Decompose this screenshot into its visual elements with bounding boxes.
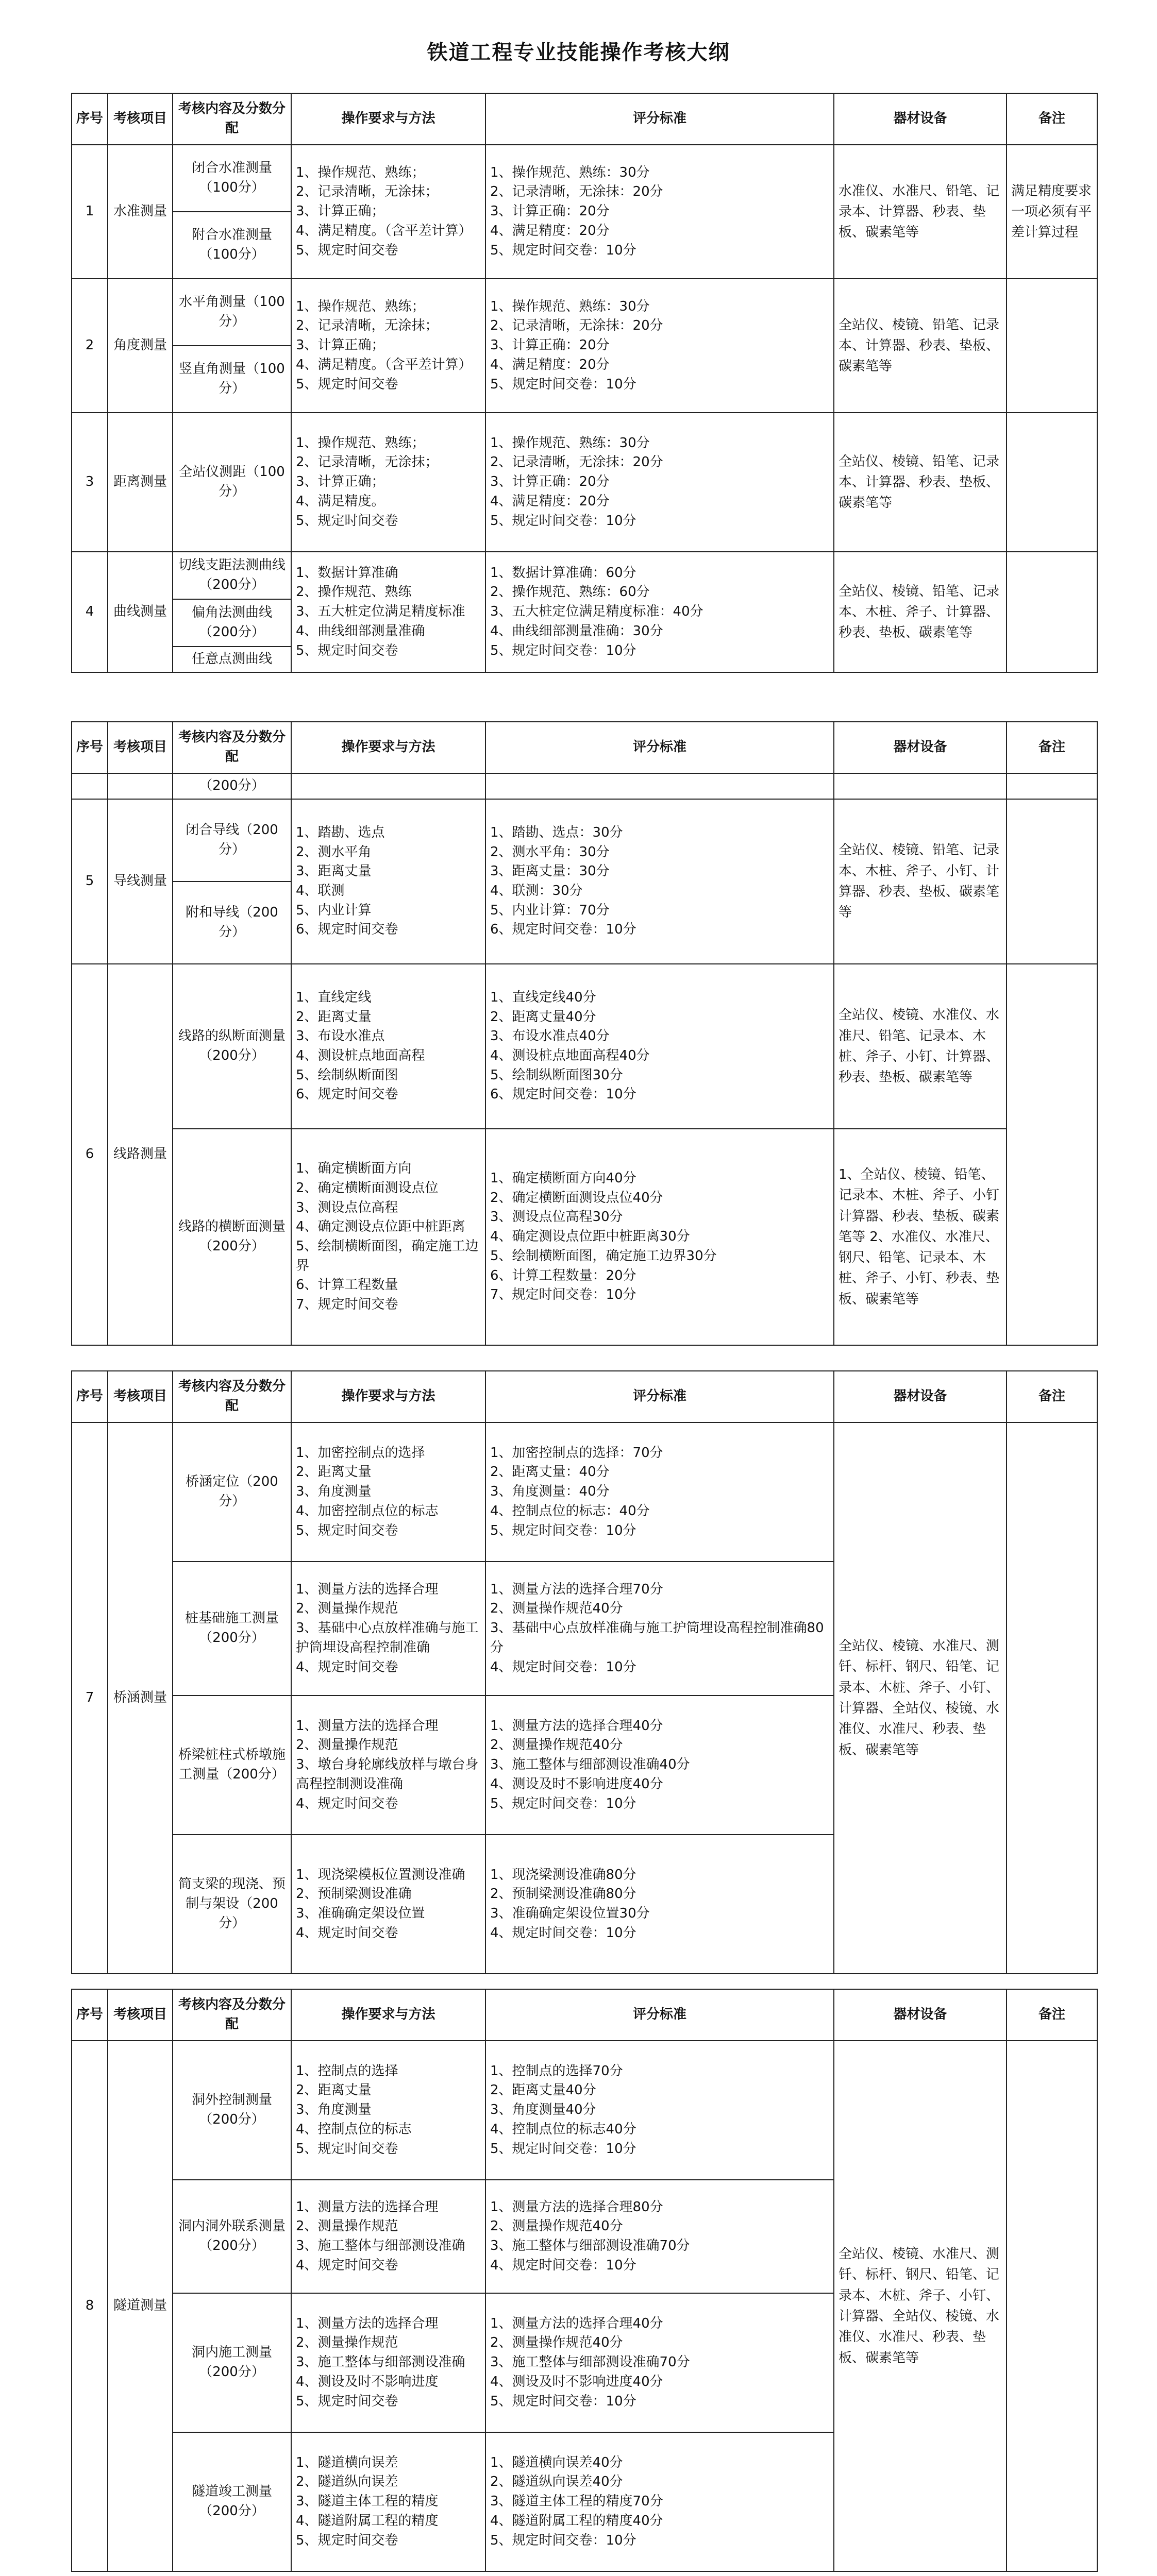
req-cell: 1、踏勘、选点 2、测水平角 3、距离丈量 4、联测 5、内业计算 6、规定时间交卷 — [291, 799, 485, 964]
header-seq: 序号 — [72, 1989, 108, 2041]
header-content: 考核内容及分数分配 — [173, 722, 291, 773]
equip-cell: 水准仪、水准尺、铅笔、记录本、计算器、秒表、垫板、碳素笔等 — [834, 145, 1007, 279]
note-cell — [1007, 552, 1097, 672]
header-equip: 器材设备 — [834, 1371, 1007, 1422]
item-cell: 桥涵测量 — [108, 1422, 173, 1974]
seq-cell: 7 — [72, 1422, 108, 1974]
table-header-row — [72, 1989, 1097, 2041]
note-cell — [1007, 413, 1097, 552]
score-cell: 1、确定横断面方向40分 2、确定横断面测设点位40分 3、测设点位高程30分 4、确定测设点位距中桩距离30分 5、绘制横断面图，确定施工边界30分 6、计算工程数量：20分 7、规定时间交卷：10分 — [485, 1129, 834, 1345]
table-row — [72, 1129, 1097, 1345]
equip-cell: 全站仪、棱镜、水准尺、测钎、标杆、钢尺、铅笔、记录本、木桩、斧子、小钉、计算器、全站仪、棱镜、水准仪、水准尺、秒表、垫板、碳素笔等 — [834, 1422, 1007, 1974]
table-row — [72, 552, 1097, 599]
table-row — [72, 2041, 1097, 2180]
content-cell: 洞内施工测量（200分） — [173, 2293, 291, 2432]
equip-cell: 1、全站仪、棱镜、铅笔、记录本、木桩、斧子、小钉计算器、秒表、垫板、碳素笔等 2、水准仪、水准尺、钢尺、铅笔、记录本、木桩、斧子、小钉、秒表、垫板、碳素笔等 — [834, 1129, 1007, 1345]
req-cell: 1、现浇梁模板位置测设准确 2、预制梁测设准确 3、准确确定架设位置 4、规定时间交卷 — [291, 1835, 485, 1974]
content-cell: 洞内洞外联系测量（200分） — [173, 2180, 291, 2293]
header-item: 考核项目 — [108, 93, 173, 145]
req-cell: 1、确定横断面方向 2、确定横断面测设点位 3、测设点位高程 4、确定测设点位距中桩距离 5、绘制横断面图，确定施工边界 6、计算工程数量 7、规定时间交卷 — [291, 1129, 485, 1345]
item-cell: 水准测量 — [108, 145, 173, 279]
seq-cell: 2 — [72, 279, 108, 413]
score-cell: 1、现浇梁测设准确80分 2、预制梁测设准确80分 3、准确确定架设位置30分 4、规定时间交卷：10分 — [485, 1835, 834, 1974]
score-cell: 1、隧道横向误差40分 2、隧道纵向误差40分 3、隧道主体工程的精度70分 4、隧道附属工程的精度40分 5、规定时间交卷：10分 — [485, 2432, 834, 2571]
item-cell: 隧道测量 — [108, 2041, 173, 2571]
content-cell: 桩基础施工测量（200分） — [173, 1562, 291, 1696]
equip-cell: 全站仪、棱镜、铅笔、记录本、木桩、斧子、小钉、计算器、秒表、垫板、碳素笔等 — [834, 799, 1007, 964]
content-cell: 桥梁桩柱式桥墩施工测量（200分） — [173, 1696, 291, 1835]
req-cell: 1、隧道横向误差 2、隧道纵向误差 3、隧道主体工程的精度 4、隧道附属工程的精度 5、规定时间交卷 — [291, 2432, 485, 2571]
content-cell: 竖直角测量（100分） — [173, 346, 291, 413]
header-note: 备注 — [1007, 1989, 1097, 2041]
table-row — [72, 279, 1097, 346]
req-cell: 1、控制点的选择 2、距离丈量 3、角度测量 4、控制点位的标志 5、规定时间交卷 — [291, 2041, 485, 2180]
req-cell: 1、直线定线 2、距离丈量 3、布设水准点 4、测设桩点地面高程 5、绘制纵断面图 6、规定时间交卷 — [291, 964, 485, 1129]
content-cell: 全站仪测距（100分） — [173, 413, 291, 552]
note-cell — [1007, 279, 1097, 413]
note-cell — [1007, 2041, 1097, 2571]
header-equip: 器材设备 — [834, 722, 1007, 773]
note-cell — [1007, 799, 1097, 964]
header-seq: 序号 — [72, 93, 108, 145]
content-cell: 闭合水准测量（100分） — [173, 145, 291, 212]
score-cell: 1、控制点的选择70分 2、距离丈量40分 3、角度测量40分 4、控制点位的标志40分 5、规定时间交卷：10分 — [485, 2041, 834, 2180]
score-cell: 1、踏勘、选点：30分 2、测水平角：30分 3、距离丈量：30分 4、联测：30分 5、内业计算：70分 6、规定时间交卷：10分 — [485, 799, 834, 964]
table-header-row — [72, 93, 1097, 145]
seq-cell: 6 — [72, 964, 108, 1345]
header-content: 考核内容及分数分配 — [173, 1989, 291, 2041]
note-cell — [1007, 964, 1097, 1345]
header-note: 备注 — [1007, 93, 1097, 145]
header-equip: 器材设备 — [834, 1989, 1007, 2041]
content-cell: 切线支距法测曲线（200分） — [173, 552, 291, 599]
content-cell: 简支梁的现浇、预制与架设（200分） — [173, 1835, 291, 1974]
header-score: 评分标准 — [485, 1989, 834, 2041]
header-item: 考核项目 — [108, 722, 173, 773]
content-cell: 水平角测量（100分） — [173, 279, 291, 346]
seq-cell: 1 — [72, 145, 108, 279]
header-score: 评分标准 — [485, 93, 834, 145]
header-req: 操作要求与方法 — [291, 1989, 485, 2041]
score-cell: 1、测量方法的选择合理40分 2、测量操作规范40分 3、施工整体与细部测设准确70分 4、测设及时不影响进度40分 5、规定时间交卷：10分 — [485, 2293, 834, 2432]
table-row — [72, 145, 1097, 212]
content-cell: （200分） — [173, 773, 291, 799]
header-item: 考核项目 — [108, 1371, 173, 1422]
score-cell: 1、操作规范、熟练：30分 2、记录清晰，无涂抹：20分 3、计算正确：20分 4、满足精度：20分 5、规定时间交卷：10分 — [485, 413, 834, 552]
req-cell: 1、测量方法的选择合理 2、测量操作规范 3、施工整体与细部测设准确 4、测设及时不影响进度 5、规定时间交卷 — [291, 2293, 485, 2432]
equip-cell: 全站仪、棱镜、水准仪、水准尺、铅笔、记录本、木桩、斧子、小钉、计算器、秒表、垫板、碳素笔等 — [834, 964, 1007, 1129]
req-cell: 1、加密控制点的选择 2、距离丈量 3、角度测量 4、加密控制点位的标志 5、规定时间交卷 — [291, 1422, 485, 1562]
table-header-row — [72, 1371, 1097, 1422]
assessment-table-4 — [71, 1989, 1098, 2572]
assessment-table-1 — [71, 93, 1098, 673]
content-cell: 任意点测曲线 — [173, 647, 291, 672]
table-header-row — [72, 722, 1097, 773]
item-cell: 曲线测量 — [108, 552, 173, 672]
note-cell: 满足精度要求一项必须有平差计算过程 — [1007, 145, 1097, 279]
note-cell — [1007, 1422, 1097, 1974]
header-req: 操作要求与方法 — [291, 93, 485, 145]
req-cell: 1、测量方法的选择合理 2、测量操作规范 3、墩台身轮廓线放样与墩台身高程控制测设准确 4、规定时间交卷 — [291, 1696, 485, 1835]
req-cell: 1、测量方法的选择合理 2、测量操作规范 3、基础中心点放样准确与施工护筒埋设高程控制准确 4、规定时间交卷 — [291, 1562, 485, 1696]
seq-cell: 4 — [72, 552, 108, 672]
header-score: 评分标准 — [485, 1371, 834, 1422]
score-cell: 1、操作规范、熟练：30分 2、记录清晰，无涂抹：20分 3、计算正确：20分 4、满足精度：20分 5、规定时间交卷：10分 — [485, 145, 834, 279]
table-row — [72, 799, 1097, 882]
header-seq: 序号 — [72, 1371, 108, 1422]
item-cell: 线路测量 — [108, 964, 173, 1345]
score-cell: 1、测量方法的选择合理80分 2、测量操作规范40分 3、施工整体与细部测设准确70分 4、规定时间交卷：10分 — [485, 2180, 834, 2293]
content-cell: 附合水准测量（100分） — [173, 212, 291, 279]
seq-cell: 3 — [72, 413, 108, 552]
score-cell: 1、加密控制点的选择：70分 2、距离丈量：40分 3、角度测量：40分 4、控制点位的标志：40分 5、规定时间交卷：10分 — [485, 1422, 834, 1562]
seq-cell: 5 — [72, 799, 108, 964]
header-req: 操作要求与方法 — [291, 722, 485, 773]
equip-cell: 全站仪、棱镜、铅笔、记录本、木桩、斧子、计算器、秒表、垫板、碳素笔等 — [834, 552, 1007, 672]
content-cell: 桥涵定位（200分） — [173, 1422, 291, 1562]
equip-cell: 全站仪、棱镜、铅笔、记录本、计算器、秒表、垫板、碳素笔等 — [834, 413, 1007, 552]
score-cell: 1、测量方法的选择合理40分 2、测量操作规范40分 3、施工整体与细部测设准确40分 4、测设及时不影响进度40分 5、规定时间交卷：10分 — [485, 1696, 834, 1835]
req-cell: 1、操作规范、熟练； 2、记录清晰，无涂抹； 3、计算正确； 4、满足精度。 5、规定时间交卷 — [291, 413, 485, 552]
req-cell: 1、操作规范、熟练； 2、记录清晰，无涂抹； 3、计算正确； 4、满足精度。（含平差计算） 5、规定时间交卷 — [291, 145, 485, 279]
req-cell: 1、操作规范、熟练； 2、记录清晰，无涂抹； 3、计算正确； 4、满足精度。（含平差计算） 5、规定时间交卷 — [291, 279, 485, 413]
score-cell: 1、直线定线40分 2、距离丈量40分 3、布设水准点40分 4、测设桩点地面高程40分 5、绘制纵断面图30分 6、规定时间交卷：10分 — [485, 964, 834, 1129]
assessment-table-3 — [71, 1370, 1098, 1974]
content-cell: 附和导线（200分） — [173, 882, 291, 964]
header-score: 评分标准 — [485, 722, 834, 773]
table-row — [72, 1422, 1097, 1562]
header-note: 备注 — [1007, 1371, 1097, 1422]
score-cell: 1、测量方法的选择合理70分 2、测量操作规范40分 3、基础中心点放样准确与施工护筒埋设高程控制准确80分 4、规定时间交卷：10分 — [485, 1562, 834, 1696]
req-cell: 1、测量方法的选择合理 2、测量操作规范 3、施工整体与细部测设准确 4、规定时间交卷 — [291, 2180, 485, 2293]
score-cell: 1、操作规范、熟练：30分 2、记录清晰，无涂抹：20分 3、计算正确：20分 4、满足精度：20分 5、规定时间交卷：10分 — [485, 279, 834, 413]
table-row — [72, 964, 1097, 1129]
table-row — [72, 773, 1097, 799]
header-seq: 序号 — [72, 722, 108, 773]
score-cell: 1、数据计算准确：60分 2、操作规范、熟练：60分 3、五大桩定位满足精度标准：40分 4、曲线细部测量准确：30分 5、规定时间交卷：10分 — [485, 552, 834, 672]
content-cell: 线路的纵断面测量（200分） — [173, 964, 291, 1129]
header-equip: 器材设备 — [834, 93, 1007, 145]
table-row — [72, 413, 1097, 552]
header-note: 备注 — [1007, 722, 1097, 773]
header-req: 操作要求与方法 — [291, 1371, 485, 1422]
seq-cell: 8 — [72, 2041, 108, 2571]
equip-cell: 全站仪、棱镜、水准尺、测钎、标杆、钢尺、铅笔、记录本、木桩、斧子、小钉、计算器、全站仪、棱镜、水准仪、水准尺、秒表、垫板、碳素笔等 — [834, 2041, 1007, 2571]
content-cell: 闭合导线（200分） — [173, 799, 291, 882]
header-content: 考核内容及分数分配 — [173, 1371, 291, 1422]
content-cell: 线路的横断面测量（200分） — [173, 1129, 291, 1345]
content-cell: 偏角法测曲线（200分） — [173, 599, 291, 647]
item-cell: 角度测量 — [108, 279, 173, 413]
header-item: 考核项目 — [108, 1989, 173, 2041]
page-title: 铁道工程专业技能操作考核大纲 — [427, 41, 730, 64]
equip-cell: 全站仪、棱镜、铅笔、记录本、计算器、秒表、垫板、碳素笔等 — [834, 279, 1007, 413]
assessment-table-2 — [71, 721, 1098, 1346]
item-cell: 距离测量 — [108, 413, 173, 552]
content-cell: 隧道竣工测量（200分） — [173, 2432, 291, 2571]
req-cell: 1、数据计算准确 2、操作规范、熟练 3、五大桩定位满足精度标准 4、曲线细部测量准确 5、规定时间交卷 — [291, 552, 485, 672]
item-cell: 导线测量 — [108, 799, 173, 964]
content-cell: 洞外控制测量（200分） — [173, 2041, 291, 2180]
header-content: 考核内容及分数分配 — [173, 93, 291, 145]
